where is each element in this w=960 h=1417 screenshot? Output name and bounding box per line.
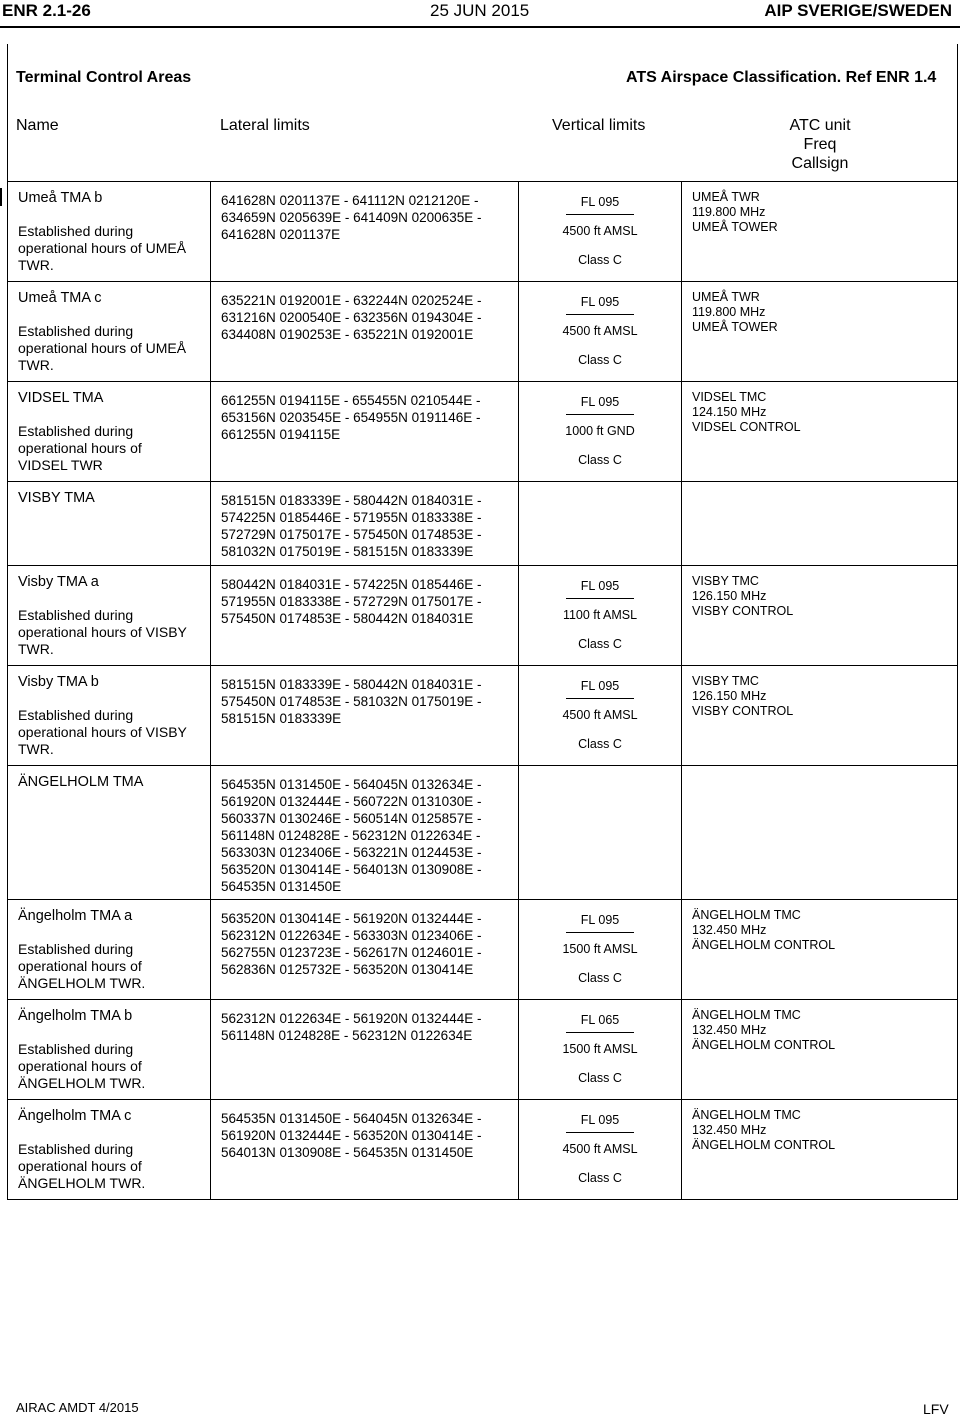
coordinate-line: 661255N 0194115E - 655455N 0210544E - bbox=[221, 393, 481, 408]
classification-reference: ATS Airspace Classification. Ref ENR 1.4 bbox=[626, 69, 937, 86]
column-divider bbox=[210, 181, 211, 1199]
column-header-name: Name bbox=[16, 117, 59, 134]
coordinate-line: 581515N 0183339E - 580442N 0184031E - bbox=[221, 677, 482, 692]
establishment-line: operational hours of UMEÅ bbox=[18, 240, 187, 256]
lateral-limits bbox=[221, 1110, 516, 1161]
vertical-limits bbox=[520, 678, 680, 753]
coordinate-line: 563520N 0130414E - 564013N 0130908E - bbox=[221, 862, 482, 877]
coordinate-line: 563303N 0123406E - 563221N 0124453E - bbox=[221, 845, 482, 860]
coordinate-line: 581515N 0183339E bbox=[221, 711, 342, 726]
lateral-limits bbox=[221, 392, 516, 443]
establishment-note bbox=[18, 1141, 208, 1192]
atc-callsign: UMEÅ TOWER bbox=[692, 220, 778, 234]
row-divider bbox=[7, 765, 958, 766]
lateral-limits bbox=[221, 676, 516, 727]
section-title: Terminal Control Areas bbox=[16, 69, 192, 86]
tma-name: ÄNGELHOLM TMA bbox=[18, 774, 144, 790]
lower-limit: 4500 ft AMSL bbox=[562, 224, 638, 238]
atc-unit-name: UMEÅ TWR bbox=[692, 290, 760, 304]
page-header bbox=[0, 0, 960, 26]
tma-name-cell bbox=[18, 290, 208, 374]
establishment-note bbox=[18, 423, 208, 474]
lateral-limits bbox=[221, 492, 516, 560]
atc-callsign: VISBY CONTROL bbox=[692, 604, 794, 618]
column-header-vertical: Vertical limits bbox=[552, 117, 646, 134]
vertical-limits bbox=[520, 912, 680, 987]
lateral-limits bbox=[221, 1010, 516, 1044]
atc-frequency: 132.450 MHz bbox=[692, 923, 767, 937]
limit-separator bbox=[566, 314, 634, 315]
lower-limit: 4500 ft AMSL bbox=[562, 708, 638, 722]
coordinate-line: 562312N 0122634E - 563303N 0123406E - bbox=[221, 928, 482, 943]
airspace-class: Class C bbox=[578, 971, 622, 985]
upper-limit: FL 095 bbox=[580, 295, 620, 309]
upper-limit: FL 095 bbox=[580, 579, 620, 593]
establishment-line: operational hours of bbox=[18, 1058, 142, 1074]
lateral-limits bbox=[221, 776, 516, 895]
establishment-line: ÄNGELHOLM TWR. bbox=[18, 1175, 146, 1191]
establishment-note bbox=[18, 607, 208, 658]
vertical-limits bbox=[520, 1012, 680, 1087]
tma-name-cell bbox=[18, 190, 208, 274]
atc-unit bbox=[692, 190, 952, 235]
tma-name: Ängelholm TMA b bbox=[18, 1008, 133, 1024]
coordinate-line: 580442N 0184031E - 574225N 0185446E - bbox=[221, 577, 482, 592]
establishment-line: operational hours of VISBY bbox=[18, 724, 187, 740]
atc-callsign: ÄNGELHOLM CONTROL bbox=[692, 938, 836, 952]
atc-frequency: 124.150 MHz bbox=[692, 405, 767, 419]
coordinate-line: 564535N 0131450E bbox=[221, 879, 342, 894]
establishment-line: TWR. bbox=[18, 257, 54, 273]
atc-unit bbox=[692, 574, 952, 619]
atc-callsign: VISBY CONTROL bbox=[692, 704, 794, 718]
establishment-note bbox=[18, 707, 208, 758]
coordinate-line: 575450N 0174853E - 581032N 0175019E - bbox=[221, 694, 482, 709]
atc-unit-name: ÄNGELHOLM TMC bbox=[692, 1008, 801, 1022]
upper-limit: FL 065 bbox=[580, 1013, 620, 1027]
vertical-limits bbox=[520, 1112, 680, 1187]
vertical-limits bbox=[520, 294, 680, 369]
column-header-lateral: Lateral limits bbox=[220, 117, 310, 134]
upper-limit: FL 095 bbox=[580, 679, 620, 693]
coordinate-line: 581032N 0175019E - 581515N 0183339E bbox=[221, 544, 474, 559]
establishment-line: operational hours of bbox=[18, 958, 142, 974]
atc-frequency: 132.450 MHz bbox=[692, 1123, 767, 1137]
limit-separator bbox=[566, 1132, 634, 1133]
atc-unit-name: ÄNGELHOLM TMC bbox=[692, 908, 801, 922]
tma-name-cell bbox=[18, 674, 208, 758]
airspace-class: Class C bbox=[578, 353, 622, 367]
establishment-note bbox=[18, 941, 208, 992]
establishment-line: operational hours of bbox=[18, 1158, 142, 1174]
tma-name: Umeå TMA c bbox=[18, 290, 102, 306]
establishment-line: operational hours of VISBY bbox=[18, 624, 187, 640]
row-divider bbox=[7, 1199, 958, 1200]
atc-frequency: 126.150 MHz bbox=[692, 589, 767, 603]
establishment-line: Established during bbox=[18, 941, 134, 957]
atc-unit bbox=[692, 390, 952, 435]
airspace-class: Class C bbox=[578, 1071, 622, 1085]
coordinate-line: 564535N 0131450E - 564045N 0132634E - bbox=[221, 777, 482, 792]
row-divider bbox=[7, 1099, 958, 1100]
lower-limit: 1500 ft AMSL bbox=[562, 942, 638, 956]
atc-frequency: 132.450 MHz bbox=[692, 1023, 767, 1037]
vertical-limits bbox=[520, 394, 680, 469]
tma-name: Ängelholm TMA c bbox=[18, 1108, 132, 1124]
establishment-line: Established during bbox=[18, 1041, 134, 1057]
limit-separator bbox=[566, 932, 634, 933]
atc-unit bbox=[692, 1008, 952, 1053]
establishment-line: VIDSEL TWR bbox=[18, 457, 103, 473]
establishment-line: ÄNGELHOLM TWR. bbox=[18, 975, 146, 991]
lower-limit: 1100 ft AMSL bbox=[562, 608, 638, 622]
atc-frequency: 126.150 MHz bbox=[692, 689, 767, 703]
establishment-line: operational hours of UMEÅ bbox=[18, 340, 187, 356]
atc-unit bbox=[692, 1108, 952, 1153]
tma-name-cell bbox=[18, 774, 208, 791]
row-divider bbox=[7, 481, 958, 482]
amendment-label: AIRAC AMDT 4/2015 bbox=[16, 1400, 139, 1415]
coordinate-line: 560337N 0130246E - 560514N 0125857E - bbox=[221, 811, 482, 826]
coordinate-line: 562755N 0123723E - 562617N 0124601E - bbox=[221, 945, 482, 960]
coordinate-line: 561148N 0124828E - 562312N 0122634E - bbox=[221, 828, 481, 843]
atc-unit-name: ÄNGELHOLM TMC bbox=[692, 1108, 801, 1122]
coordinate-line: 581515N 0183339E - 580442N 0184031E - bbox=[221, 493, 482, 508]
atc-unit-name: VISBY TMC bbox=[692, 674, 759, 688]
coordinate-line: 571955N 0183338E - 572729N 0175017E - bbox=[221, 594, 482, 609]
coordinate-line: 572729N 0175017E - 575450N 0174853E - bbox=[221, 527, 482, 542]
upper-limit: FL 095 bbox=[580, 395, 620, 409]
coordinate-line: 661255N 0194115E bbox=[221, 427, 341, 442]
limit-separator bbox=[566, 214, 634, 215]
airspace-class: Class C bbox=[578, 737, 622, 751]
coordinate-line: 574225N 0185446E - 571955N 0183338E - bbox=[221, 510, 482, 525]
upper-limit: FL 095 bbox=[580, 195, 620, 209]
airspace-class: Class C bbox=[578, 1171, 622, 1185]
lateral-limits bbox=[221, 192, 516, 243]
coordinate-line: 653156N 0203545E - 654955N 0191146E - bbox=[221, 410, 481, 425]
coordinate-line: 562312N 0122634E - 561920N 0132444E - bbox=[221, 1011, 482, 1026]
atc-unit bbox=[692, 290, 952, 335]
establishment-note bbox=[18, 323, 208, 374]
coordinate-line: 575450N 0174853E - 580442N 0184031E bbox=[221, 611, 474, 626]
vertical-limits bbox=[520, 578, 680, 653]
atc-callsign: ÄNGELHOLM CONTROL bbox=[692, 1038, 836, 1052]
row-divider bbox=[7, 565, 958, 566]
upper-limit: FL 095 bbox=[580, 913, 620, 927]
establishment-line: ÄNGELHOLM TWR. bbox=[18, 1075, 146, 1091]
coordinate-line: 635221N 0192001E - 632244N 0202524E - bbox=[221, 293, 482, 308]
publication-title: AIP SVERIGE/SWEDEN bbox=[764, 1, 952, 20]
tma-name: VIDSEL TMA bbox=[18, 390, 104, 406]
lateral-limits bbox=[221, 910, 516, 978]
tma-name-cell bbox=[18, 490, 208, 507]
atc-callsign: ÄNGELHOLM CONTROL bbox=[692, 1138, 836, 1152]
tma-name: Visby TMA b bbox=[18, 674, 99, 690]
lateral-limits bbox=[221, 292, 516, 343]
lower-limit: 1500 ft AMSL bbox=[562, 1042, 638, 1056]
tma-name-cell bbox=[18, 1108, 208, 1192]
tma-name-cell bbox=[18, 1008, 208, 1092]
row-divider bbox=[7, 181, 958, 182]
establishment-line: Established during bbox=[18, 223, 134, 239]
establishment-line: Established during bbox=[18, 323, 134, 339]
airspace-class: Class C bbox=[578, 253, 622, 267]
column-header-atc-unit: ATC unit bbox=[789, 117, 851, 134]
lower-limit: 1000 ft GND bbox=[565, 424, 635, 438]
coordinate-line: 564013N 0130908E - 564535N 0131450E bbox=[221, 1145, 474, 1160]
row-divider bbox=[7, 281, 958, 282]
limit-separator bbox=[566, 598, 634, 599]
coordinate-line: 561920N 0132444E - 563520N 0130414E - bbox=[221, 1128, 482, 1143]
column-divider bbox=[518, 181, 519, 1199]
column-header-freq: Freq bbox=[803, 136, 837, 153]
limit-separator bbox=[566, 1032, 634, 1033]
document-id: ENR 2.1-26 bbox=[2, 1, 91, 20]
column-header-atc bbox=[740, 116, 900, 173]
establishment-line: TWR. bbox=[18, 641, 54, 657]
atc-unit-name: UMEÅ TWR bbox=[692, 190, 760, 204]
limit-separator bbox=[566, 698, 634, 699]
document-date: 25 JUN 2015 bbox=[430, 1, 530, 20]
atc-frequency: 119.800 MHz bbox=[692, 305, 766, 319]
coordinate-line: 562836N 0125732E - 563520N 0130414E bbox=[221, 962, 474, 977]
row-divider bbox=[7, 381, 958, 382]
tma-name: Visby TMA a bbox=[18, 574, 99, 590]
coordinate-line: 564535N 0131450E - 564045N 0132634E - bbox=[221, 1111, 482, 1126]
establishment-note bbox=[18, 1041, 208, 1092]
row-divider bbox=[7, 999, 958, 1000]
coordinate-line: 631216N 0200540E - 632356N 0194304E - bbox=[221, 310, 482, 325]
establishment-line: TWR. bbox=[18, 741, 54, 757]
atc-unit-name: VISBY TMC bbox=[692, 574, 759, 588]
row-divider bbox=[7, 899, 958, 900]
vertical-limits bbox=[520, 194, 680, 269]
tma-name-cell bbox=[18, 574, 208, 658]
establishment-line: Established during bbox=[18, 1141, 134, 1157]
column-header-callsign: Callsign bbox=[791, 155, 849, 172]
change-bar bbox=[0, 188, 2, 206]
coordinate-line: 641628N 0201137E - 641112N 0212120E - bbox=[221, 193, 479, 208]
establishment-line: TWR. bbox=[18, 357, 54, 373]
lateral-limits bbox=[221, 576, 516, 627]
establishment-note bbox=[18, 223, 208, 274]
establishment-line: operational hours of bbox=[18, 440, 142, 456]
establishment-line: Established during bbox=[18, 607, 134, 623]
establishment-line: Established during bbox=[18, 423, 134, 439]
header-divider bbox=[0, 26, 960, 28]
coordinate-line: 634659N 0205639E - 641409N 0200635E - bbox=[221, 210, 482, 225]
coordinate-line: 561148N 0124828E - 562312N 0122634E bbox=[221, 1028, 473, 1043]
publisher-label: LFV bbox=[923, 1401, 949, 1417]
establishment-line: Established during bbox=[18, 707, 134, 723]
lower-limit: 4500 ft AMSL bbox=[562, 1142, 638, 1156]
coordinate-line: 563520N 0130414E - 561920N 0132444E - bbox=[221, 911, 482, 926]
tma-name-cell bbox=[18, 908, 208, 992]
atc-unit bbox=[692, 674, 952, 719]
row-divider bbox=[7, 665, 958, 666]
upper-limit: FL 095 bbox=[580, 1113, 620, 1127]
tma-name: Umeå TMA b bbox=[18, 190, 103, 206]
airspace-class: Class C bbox=[578, 637, 622, 651]
tma-name: Ängelholm TMA a bbox=[18, 908, 133, 924]
atc-frequency: 119.800 MHz bbox=[692, 205, 766, 219]
limit-separator bbox=[566, 414, 634, 415]
column-divider bbox=[681, 181, 682, 1199]
coordinate-line: 641628N 0201137E bbox=[221, 227, 341, 242]
airspace-class: Class C bbox=[578, 453, 622, 467]
atc-unit bbox=[692, 908, 952, 953]
atc-unit-name: VIDSEL TMC bbox=[692, 390, 767, 404]
atc-callsign: VIDSEL CONTROL bbox=[692, 420, 801, 434]
atc-callsign: UMEÅ TOWER bbox=[692, 320, 778, 334]
coordinate-line: 634408N 0190253E - 635221N 0192001E bbox=[221, 327, 474, 342]
tma-name: VISBY TMA bbox=[18, 490, 95, 506]
lower-limit: 4500 ft AMSL bbox=[562, 324, 638, 338]
tma-name-cell bbox=[18, 390, 208, 474]
coordinate-line: 561920N 0132444E - 560722N 0131030E - bbox=[221, 794, 482, 809]
